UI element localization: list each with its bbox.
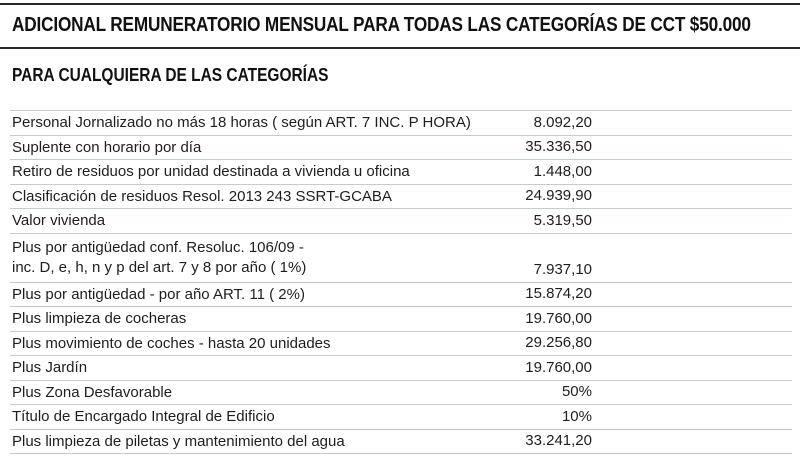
page-title: ADICIONAL REMUNERATORIO MENSUAL PARA TODAS LAS CATEGORÍAS DE CCT $50.000 [12, 14, 751, 36]
row-label: Valor vivienda [12, 212, 106, 229]
row-value: 24.939,90 [525, 187, 592, 204]
table-row [10, 430, 792, 455]
row-label-line-2: inc. D, e, h, n y p del art. 7 y 8 por año ( 1%) [12, 258, 307, 276]
row-label: Plus limpieza de piletas y mantenimiento del agua [12, 432, 345, 450]
row-label: Título de Encargado Integral de Edificio [12, 408, 275, 425]
section-subtitle: PARA CUALQUIERA DE LAS CATEGORÍAS [12, 65, 329, 85]
table-row [10, 234, 792, 283]
table-row [10, 307, 792, 332]
row-value: 29.256,80 [525, 334, 592, 351]
row-value: 5.319,50 [533, 211, 592, 229]
title-bar [0, 3, 800, 49]
row-value: 33.241,20 [525, 432, 592, 449]
row-value: 50% [561, 383, 592, 400]
row-value: 19.760,00 [525, 358, 592, 376]
table-row [10, 136, 792, 161]
allowances-table [10, 110, 792, 454]
row-value: 19.760,00 [525, 309, 592, 327]
row-label: Plus movimiento de coches - hasta 20 unidades [12, 334, 331, 352]
table-row [10, 332, 792, 357]
table-row [10, 111, 792, 136]
row-label: Plus Zona Desfavorable [12, 383, 173, 401]
row-value: 15.874,20 [525, 285, 592, 302]
row-label: Personal Jornalizado no más 18 horas ( según ART. 7 INC. P HORA) [12, 114, 471, 131]
row-value: 7.937,10 [533, 260, 592, 278]
row-label: Suplente con horario por día [12, 138, 202, 156]
row-label-line-1: Plus por antigüedad conf. Resoluc. 106/09 - [12, 238, 304, 256]
row-label: Clasificación de residuos Resol. 2013 243 SSRT-GCABA [12, 187, 392, 205]
row-label [12, 238, 306, 278]
row-label: Plus limpieza de cocheras [12, 310, 187, 327]
row-value: 35.336,50 [525, 138, 592, 155]
row-label: Retiro de residuos por unidad destinada a vivienda u oficina [12, 163, 410, 180]
table-row [10, 283, 792, 308]
row-label: Plus Jardín [12, 359, 88, 376]
table-row [10, 185, 792, 210]
row-label: Plus por antigüedad - por año ART. 11 ( 2%) [12, 285, 305, 303]
row-value: 10% [561, 407, 592, 425]
table-row [10, 405, 792, 430]
table-row [10, 160, 792, 185]
table-row [10, 356, 792, 381]
table-row [10, 209, 792, 234]
row-value: 8.092,20 [533, 113, 592, 131]
row-value: 1.448,00 [533, 162, 592, 180]
table-row [10, 381, 792, 406]
